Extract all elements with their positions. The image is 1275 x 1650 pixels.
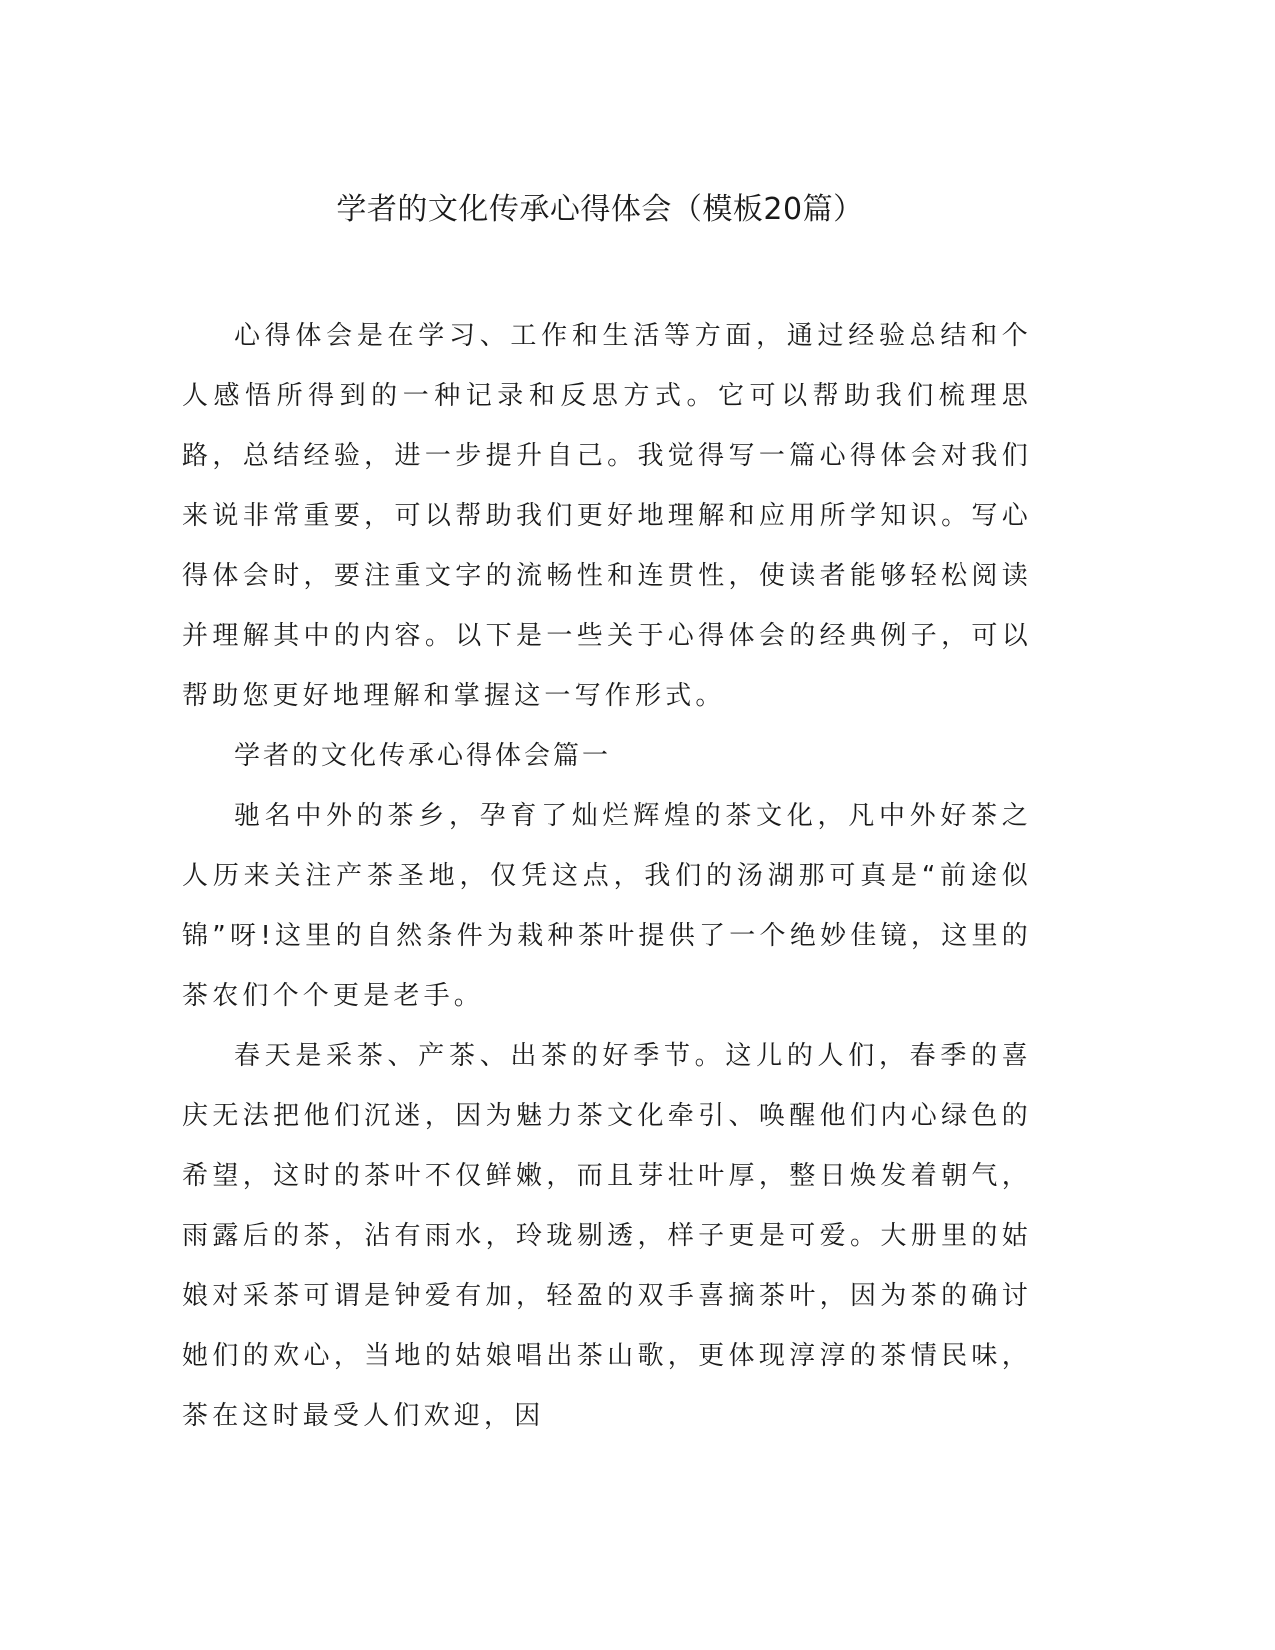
intro-paragraph: 心得体会是在学习、工作和生活等方面，通过经验总结和个人感悟所得到的一种记录和反思方式。它可以帮助我们梳理思路，总结经验，进一步提升自己。我觉得写一篇心得体会对我们来说非常重要，可以帮助我们更好地理解和应用所学知识。写心得体会时，要注重文字的流畅性和连贯性，使读者能够轻松阅读并理解其中的内容。以下是一些关于心得体会的经典例子，可以帮助您更好地理解和掌握这一写作形式。: [182, 321, 1032, 711]
section-heading: 学者的文化传承心得体会篇一: [234, 741, 612, 771]
body-paragraph-2: 春天是采茶、产茶、出茶的好季节。这儿的人们，春季的喜庆无法把他们沉迷，因为魅力茶文化牵引、唤醒他们内心绿色的希望，这时的茶叶不仅鲜嫩，而且芽壮叶厚，整日焕发着朝气，雨露后的茶，沾有雨水，玲珑剔透，样子更是可爱。大册里的姑娘对采茶可谓是钟爱有加，轻盈的双手喜摘茶叶，因为茶的确讨她们的欢心，当地的姑娘唱出茶山歌，更体现淳淳的茶情民味，茶在这时最受人们欢迎，因: [182, 1041, 1032, 1431]
document-body: [182, 306, 1032, 1446]
document-title: 学者的文化传承心得体会（模板20篇）: [336, 192, 864, 227]
body-paragraph-1: 驰名中外的茶乡，孕育了灿烂辉煌的茶文化，凡中外好茶之人历来关注产茶圣地，仅凭这点，我们的汤湖那可真是“前途似锦”呀!这里的自然条件为栽种茶叶提供了一个绝妙佳镜，这里的茶农们个个更是老手。: [182, 801, 1032, 1011]
